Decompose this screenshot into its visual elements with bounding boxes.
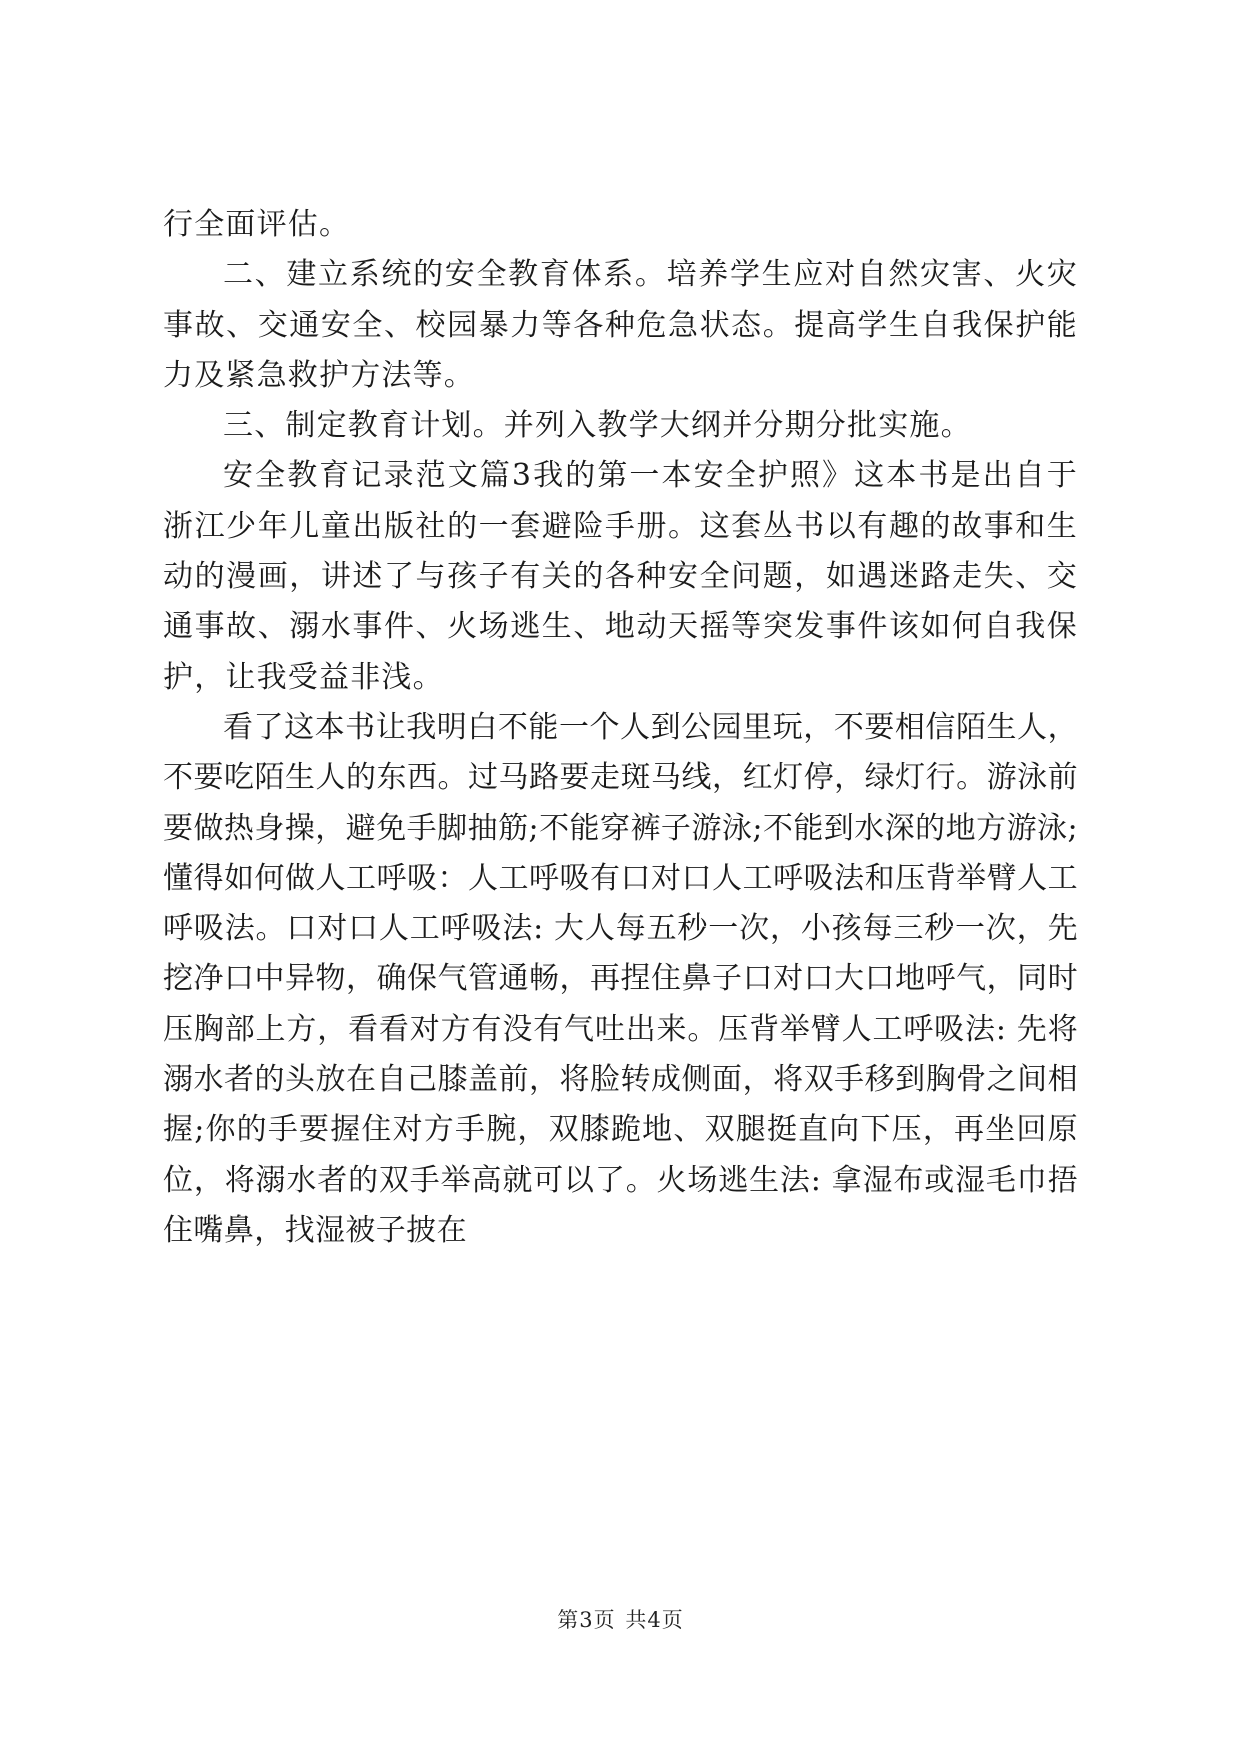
paragraph-education-plan: 三、制定教育计划。并列入教学大纲并分期分批实施。	[223, 408, 972, 444]
paragraph-safety-passport: 安全教育记录范文篇3我的第一本安全护照》这本书是出自于浙江少年儿童出版社的一套避险手册。这套丛书以有趣的故事和生动的漫画，讲述了与孩子有关的各种安全问题，如遇迷路走失、交通事故、溺水事件、火场逃生、地动天摇等突发事件该如何自我保护，让我受益非浅。	[163, 458, 1078, 695]
paragraph-reading-reflection: 看了这本书让我明白不能一个人到公园里玩，不要相信陌生人，不要吃陌生人的东西。过马路要走斑马线，红灯停，绿灯行。游泳前要做热身操，避免手脚抽筋;不能穿裤子游泳;不能到水深的地方游泳;懂得如何做人工呼吸：人工呼吸有口对口人工呼吸法和压背举臂人工呼吸法。口对口人工呼吸法: 大人每五秒一次，小孩每三秒一次，先挖净口中异物，确保气管通畅，再捏住鼻子口对口大口地呼气，同时压胸部上方，看看对方有没有气吐出来。压背举臂人工呼吸法: 先将溺水者的头放在自己膝盖前，将脸转成侧面，将双手移到胸骨之间相握;你的手要握住对方手腕，双膝跪地、双腿挺直向下压，再坐回原位，将溺水者的双手举高就可以了。火场逃生法: 拿湿布或湿毛巾捂住嘴鼻，找湿被子披在	[163, 709, 1078, 1248]
page-total: 共4页	[625, 1608, 684, 1632]
page-footer	[0, 1604, 1241, 1634]
paragraph-education-system: 二、建立系统的安全教育体系。培养学生应对自然灾害、火灾事故、交通安全、校园暴力等各种危急状态。提高学生自我保护能力及紧急救护方法等。	[163, 257, 1078, 393]
page-number: 第3页	[557, 1608, 616, 1632]
paragraph-continuation: 行全面评估。	[163, 207, 351, 242]
body-text	[163, 200, 1078, 1256]
